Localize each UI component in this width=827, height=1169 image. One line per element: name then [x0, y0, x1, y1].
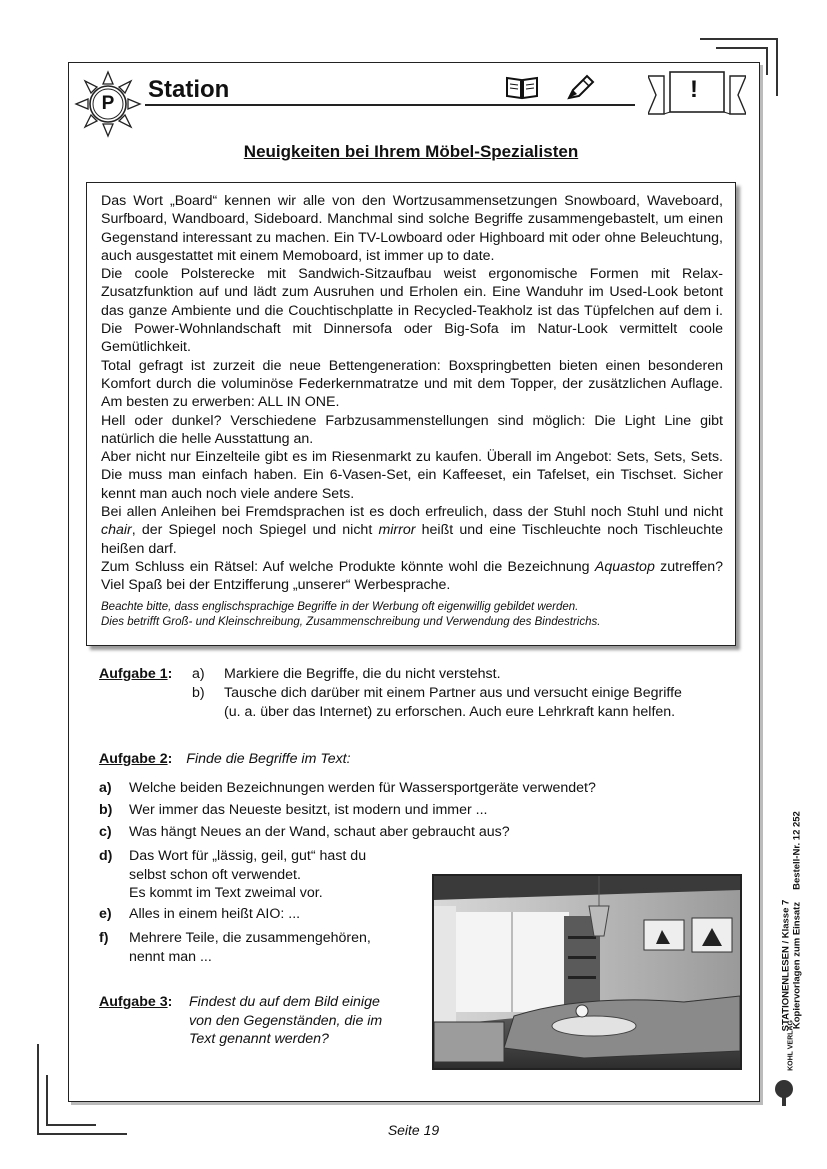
sidebar-line1: STATIONENLESEN / Klasse 7 [780, 899, 792, 1032]
task1-colon: : [167, 666, 173, 682]
task1-a-key: a) [192, 666, 205, 682]
sidebar-order: Bestell-Nr. 12 252 [791, 811, 803, 890]
task3-text [189, 993, 382, 1049]
item-key: e) [99, 906, 112, 922]
item-text: Welche beiden Bezeichnungen werden für Wassersportgeräte verwendet? [129, 780, 596, 796]
italic-word: chair [101, 522, 132, 539]
task2-colon: : [167, 751, 173, 767]
task2-instruction: Finde die Begriffe im Text: [186, 751, 351, 767]
item-text [129, 929, 371, 966]
task1 [99, 665, 172, 684]
task3-line: von den Gegenständen, die im [189, 1012, 383, 1029]
sidebar-line2: Kopiervorlagen zum Einsatz [791, 901, 803, 1030]
task3-line: Text genannt werden? [189, 1031, 329, 1047]
item-line: Es kommt im Text zweimal vor. [129, 885, 323, 901]
tree-logo-icon [769, 1078, 799, 1108]
text-span: heißt und eine Tischleuchte noch Tischleuchte heißen darf. [101, 522, 723, 557]
item-key: d) [99, 848, 113, 864]
note-line: Dies betrifft Groß- und Kleinschreibung, Zusammenschreibung und Verwendung des Bindestrichs. [101, 615, 601, 628]
task1-label: Aufgabe 1 [99, 666, 168, 682]
page-headline: Neuigkeiten bei Ihrem Möbel-Spezialisten [243, 142, 579, 161]
header-divider [145, 104, 635, 106]
task3-colon: : [167, 994, 173, 1010]
item-key: f) [99, 930, 109, 946]
pencil-icon [565, 74, 595, 107]
corner-line [700, 38, 776, 40]
task1-b-text [224, 684, 682, 721]
corner-line [716, 47, 766, 49]
paragraph: Hell oder dunkel? Verschiedene Farbzusammenstellungen sind möglich: Die Light Line gibt natürlich die helle Ausstattung an. [101, 412, 723, 447]
item-key: b) [99, 802, 113, 818]
task2 [99, 750, 351, 769]
task3-label: Aufgabe 3 [99, 994, 168, 1010]
task1-b-key: b) [192, 685, 205, 701]
item-line: Mehrere Teile, die zusammengehören, [129, 930, 371, 946]
text-span: , der Spiegel noch Spiegel und nicht [131, 522, 379, 539]
task3-line: Findest du auf dem Bild einige [189, 994, 380, 1010]
note-line: Beachte bitte, dass englischsprachige Begriffe in der Werbung oft eigenwillig gebildet werden. [101, 600, 579, 613]
task1-b [192, 684, 205, 703]
text-span: Zum Schluss ein Rätsel: Auf welche Produkte könnte wohl die Bezeichnung [101, 558, 595, 575]
text-span: zutreffen? Viel Spaß bei der Entzifferung „unserer“ Werbesprache. [101, 558, 724, 594]
italic-word: mirror [378, 522, 416, 539]
corner-line [37, 1044, 39, 1134]
paragraph: Die coole Polsterecke mit Sandwich-Sitzaufbau weist ergonomische Formen mit Relax-Zusatzfunktion auf und lädt zum Ausruhen und Erholen ein. Eine Wanduhr im Used-Look betont das ganze Ambiente und die Couchtischplatte in Recycled-Teakholz ist das Tüpfelchen auf dem i. Die Power-Wohnlandschaft mit Dinnersofa oder Big-Sofa im Natur-Look vermittelt coole Gemütlichkeit. [101, 266, 723, 356]
paragraph [101, 558, 723, 595]
corner-line [46, 1075, 48, 1125]
publisher-logo: KOHL VERLAG [787, 1020, 795, 1071]
paragraph: Total gefragt ist zurzeit die neue Bettengeneration: Boxspringbetten bieten einen besonderen Komfort durch die voluminöse Federkernmatratze und mit dem Topper, der zusätzlichen Auflage. Am besten zu erwerben: ALL IN ONE. [101, 357, 723, 411]
item-key: c) [99, 824, 112, 840]
item-text: Wer immer das Neueste besitzt, ist modern und immer ... [129, 802, 488, 818]
paragraph: Aber nicht nur Einzelteile gibt es im Riesenmarkt zu kaufen. Überall im Angebot: Sets, Sets, Sets. Die muss man einfach haben. Ein 6-Vasen-Set, ein Kaffeeset, ein Tafelset, ein Tischset. Sicher kennt man auch noch viele andere Sets. [101, 449, 723, 502]
item-line: selbst schon oft verwendet. [129, 866, 301, 883]
text-span: Bei allen Anleihen bei Fremdsprachen ist es doch erfreulich, dass der Stuhl noch Stuhl und nicht [101, 504, 723, 521]
page-number: Seite 19 [387, 1122, 440, 1138]
corner-line [776, 38, 778, 96]
task1-b-line: (u. a. über das Internet) zu erforschen. Auch eure Lehrkraft kann helfen. [224, 703, 676, 720]
paragraph [101, 503, 723, 558]
item-key: a) [99, 780, 112, 796]
item-text [129, 847, 366, 903]
living-room-photo [432, 874, 742, 1070]
badge-letter: P [101, 93, 115, 114]
text-box [86, 182, 736, 646]
task1-a [192, 665, 205, 684]
item-line: Das Wort für „lässig, geil, gut“ hast du [129, 848, 367, 864]
item-text: Alles in einem heißt AIO: ... [129, 906, 301, 922]
corner-line [766, 47, 768, 75]
note [101, 600, 723, 630]
paragraph: Das Wort „Board“ kennen wir alle von den Wortzusammensetzungen Snowboard, Waveboard, Surfboard, Wandboard, Sideboard. Manchmal sind solche Begriffe zusammengebastelt, um einen Gegenstand interessant zu machen. Ein TV-Lowboard oder Highboard mit oder ohne Beleuchtung, auch ausgestattet mit einem Memoboard, ist immer up to date. [101, 193, 723, 264]
item-text: Was hängt Neues an der Wand, schaut aber gebraucht aus? [129, 824, 510, 840]
station-title: Station [148, 76, 230, 103]
station-badge [74, 70, 142, 138]
task3 [99, 993, 172, 1012]
task2-label: Aufgabe 2 [99, 751, 168, 767]
task1-a-text: Markiere die Begriffe, die du nicht verstehst. [224, 666, 501, 682]
book-icon [505, 74, 539, 105]
item-line: nennt man ... [129, 948, 212, 965]
italic-word: Aquastop [594, 558, 655, 575]
exclamation-mark: ! [690, 76, 698, 103]
publisher-sidebar [775, 760, 815, 1071]
task1-b-line: Tausche dich darüber mit einem Partner aus und versucht einige Begriffe [224, 685, 682, 701]
